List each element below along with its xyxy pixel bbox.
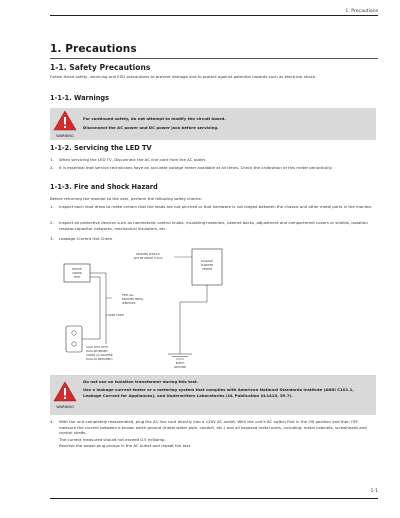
warning-icon bbox=[53, 381, 77, 409]
adapter-label-line: ALSO TEST WITH bbox=[86, 346, 108, 349]
list-item-text: It is essential that service technicians have an accurate voltage meter available at all times. Check the calibration of this meter periodically. bbox=[59, 165, 333, 170]
ground-wire bbox=[180, 285, 207, 354]
page-title: 1. Precautions bbox=[50, 43, 137, 55]
section-heading-safety: 1-1. Safety Precautions bbox=[50, 63, 151, 72]
warning-line-2: Use a leakage current tester or a metering system that complies with American National Standards Institute (ANSI C101.1, Leakage Current for Appliances), and Underwriters Laboratories (UL Publication UL1410, 59.7). bbox=[83, 387, 354, 398]
meter-label-line: LEAKAGE bbox=[201, 260, 213, 263]
list-item-number: 1. bbox=[50, 157, 54, 162]
page-number: 1-1 bbox=[370, 489, 378, 494]
meter-label-line: CURRENT bbox=[200, 264, 214, 267]
reading-label-line: NOT BE ABOVE 0.5mA bbox=[133, 257, 163, 260]
leakage-tester-box bbox=[192, 249, 222, 285]
list-item-text: When servicing the LED TV, Disconnect the AC line cord from the AC outlet. bbox=[59, 157, 207, 162]
reading-label-line: READING SHOULD bbox=[136, 253, 160, 256]
ground-label-line: EARTH bbox=[175, 362, 185, 365]
adapter-label-line: PLUG AS REQUIRED) bbox=[86, 358, 113, 361]
footer-rule bbox=[50, 498, 378, 499]
adapter-label-line: PLUG REVERSED bbox=[86, 350, 108, 353]
device-label-line: UNDER bbox=[72, 272, 82, 275]
list-item bbox=[50, 157, 376, 163]
meter-label-line: TESTER bbox=[202, 268, 212, 271]
test-all-label-line: SURFACES bbox=[122, 302, 136, 305]
fire-intro: Before returning the monitor to the user, perform the following safety checks: bbox=[50, 196, 202, 201]
power-cord bbox=[90, 277, 100, 314]
subsection-heading-servicing: 1-1-2. Servicing the LED TV bbox=[50, 144, 152, 152]
plug-cord bbox=[82, 314, 100, 339]
warning-box bbox=[50, 108, 376, 140]
warning-line-2: Disconnect the AC power and DC power jack before servicing. bbox=[83, 125, 219, 130]
list-item-number: 2. bbox=[50, 165, 54, 170]
title-rule bbox=[50, 58, 378, 59]
warning-line-1: Do not use an isolation transformer during this test. bbox=[83, 379, 199, 384]
probe-wire bbox=[90, 273, 106, 344]
subsection-heading-fire: 1-1-3. Fire and Shock Hazard bbox=[50, 183, 158, 191]
warning-icon-label: WARNING bbox=[56, 134, 74, 138]
list-item-number: 2. bbox=[50, 220, 54, 225]
warning-box-isolation bbox=[50, 375, 376, 415]
subsection-heading-warnings: 1-1-1. Warnings bbox=[50, 94, 110, 102]
list-item bbox=[50, 419, 376, 437]
test-all-label-line: EXPOSED METAL bbox=[122, 298, 144, 301]
warning-icon bbox=[53, 110, 77, 138]
running-header: 1. Precautions bbox=[345, 9, 378, 14]
warning-icon-label: WARNING bbox=[56, 405, 74, 409]
list-item bbox=[50, 165, 376, 177]
list-item-text: Leakage Current Hot Check bbox=[59, 236, 113, 241]
leakage-test-diagram bbox=[62, 244, 284, 370]
list-item-continuation bbox=[50, 443, 376, 449]
list-item bbox=[50, 236, 376, 242]
list-item-text: Reverse the power-plug prongs in the AC outlet and repeat the test. bbox=[59, 443, 192, 448]
list-item-text: The current measured should not exceed 0.5 milliamp. bbox=[59, 437, 166, 442]
ground-label-line: GROUND bbox=[174, 366, 186, 369]
test-all-label-line: TEST ALL bbox=[122, 294, 134, 297]
device-label-line: TEST bbox=[73, 276, 81, 279]
list-item-text: Inspect each lead dress to make certain that the leads are not pinched or that hardware is not lodged between the chassis and other metal parts in the monitor. bbox=[59, 204, 373, 209]
list-item-number: 1. bbox=[50, 204, 54, 209]
list-item-number: 3. bbox=[50, 236, 54, 241]
list-item-text: Inspect all protective devices such as nonmetallic control knobs, insulating materials, cabinet backs, adjustment and compartment covers or shields, isolation resistor-capacitor networks, mechanical insulators, etc. bbox=[59, 220, 368, 231]
wire-label: 2-WIRE CORD bbox=[106, 314, 124, 317]
list-item-number: 4. bbox=[50, 419, 54, 424]
warning-line-1: For continued safety, do not attempt to modify the circuit board. bbox=[83, 116, 226, 121]
list-item-text: With the unit completely reassembled, plug the AC line cord directly into a 120V AC outlet. With the unit's AC switch first in the ON position and then OFF, measure the current between a known earth ground (metal water pipe, conduit, etc.) and all exposed metal parts, including: metal cabinets, screwheads and control shafts. bbox=[59, 419, 367, 436]
adapter-label-line: (USING AC ADAPTER bbox=[86, 354, 113, 357]
ac-outlet bbox=[66, 326, 82, 352]
safety-intro: Follow these safety, servicing and ESD precautions to prevent damage and to protect against potential hazards such as electrical shock. bbox=[50, 74, 317, 79]
list-item bbox=[50, 220, 376, 232]
device-label-line: DEVICE bbox=[72, 268, 82, 271]
list-item bbox=[50, 204, 376, 216]
header-rule bbox=[50, 15, 378, 16]
